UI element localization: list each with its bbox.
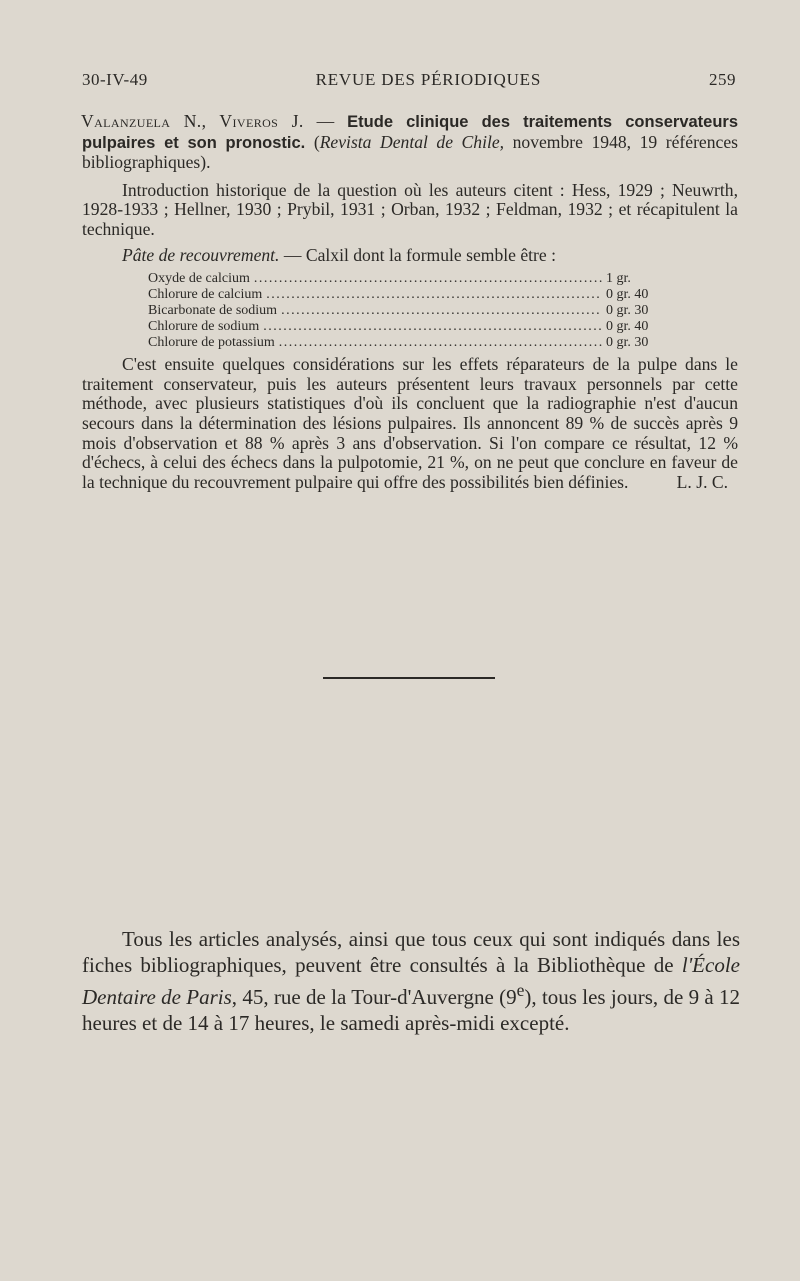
running-header — [82, 70, 736, 90]
ingredient-amount: 0 gr. 30 — [606, 303, 649, 319]
paste-text: — Calxil dont la formule semble être : — [279, 244, 557, 265]
ingredient-name: Oxyde de calcium — [148, 271, 250, 287]
article-reference — [82, 112, 738, 173]
running-title: REVUE DES PÉRIODIQUES — [315, 70, 542, 89]
leader-dots — [254, 271, 602, 287]
ingredient-amount: 0 gr. 40 — [606, 287, 649, 303]
ingredient-amount: 1 gr. — [606, 271, 631, 287]
notice-text-1: Tous les articles analysés, ainsi que tous ceux qui sont indiqués dans les fiches bibliographiques, peuvent être consultés à la Bibliothèque de — [82, 927, 740, 977]
article-title: Etude clinique des traitements conservateurs pulpaires et son pronostic. — [82, 113, 739, 152]
discussion-paragraph — [82, 355, 738, 492]
article-abstract — [82, 112, 738, 492]
formula-row — [148, 319, 668, 335]
intro-paragraph: Introduction historique de la question où les auteurs citent : Hess, 1929 ; Neuwrth, 1928-1933 ; Hellner, 1930 ; Prybil, 1931 ; Orban, 1932 ; Feldman, 1932 ; et récapitulent la technique. — [82, 179, 738, 239]
journal-name: Revista Dental de Chile, — [319, 131, 505, 152]
leader-dots — [263, 319, 602, 335]
reference-dash: — — [316, 111, 335, 131]
leader-dots — [281, 303, 602, 319]
section-divider — [323, 677, 495, 679]
leader-dots — [266, 287, 602, 303]
formula-row — [148, 303, 668, 319]
paste-label: Pâte de recouvrement. — [122, 244, 280, 265]
arrondissement-superscript: e — [516, 980, 525, 1000]
ingredient-name: Chlorure de potassium — [148, 335, 275, 351]
formula-row — [148, 335, 668, 351]
ingredient-amount: 0 gr. 40 — [606, 319, 649, 335]
article-authors: Valanzuela N., Viveros J. — [81, 111, 304, 131]
ingredient-amount: 0 gr. 30 — [606, 335, 649, 351]
school-name: l'École Dentaire de Paris — [82, 952, 740, 1009]
reviewer-signature: L. J. C. — [676, 471, 728, 492]
formula-row — [148, 271, 668, 287]
ingredient-name: Bicarbonate de sodium — [148, 303, 278, 319]
leader-dots — [279, 335, 602, 351]
ingredient-name: Chlorure de sodium — [148, 319, 260, 335]
paste-paragraph — [82, 246, 738, 266]
discussion-text: C'est ensuite quelques considérations sur les effets réparateurs de la pulpe dans le traitement conservateur, puis les auteurs présentent leurs travaux personnels par cette méthode, avec plusieurs statistiques d'où ils concluent que la radiographie n'est d'aucun secours dans la détermination des lésions pulpaires. Ils annoncent 89 % de succès après 9 mois d'observation et 88 % après 3 ans d'observation. Si l'on compare ce résultat, 12 % d'échecs, à celui des échecs dans la pulpotomie, 21 %, on ne peut que conclure en faveur de la technique du recouvrement pulpaire qui offre des possibilités bien définies. — [82, 354, 738, 492]
library-notice — [82, 927, 740, 1036]
notice-text-2: , 45, rue de la Tour-d'Auvergne (9 — [231, 985, 517, 1009]
notice-text-3: ), tous les jours, de 9 à 12 heures et de 14 à 17 heures, le samedi après-midi excepté. — [82, 985, 740, 1035]
issue-date: 30-IV-49 — [82, 70, 148, 89]
source-open-paren: ( — [313, 131, 320, 152]
page-number: 259 — [708, 70, 736, 89]
ingredient-name: Chlorure de calcium — [148, 287, 263, 303]
formula-table — [148, 271, 668, 351]
formula-row — [148, 287, 668, 303]
source-details: novembre 1948, 19 références bibliographiques). — [82, 131, 738, 173]
